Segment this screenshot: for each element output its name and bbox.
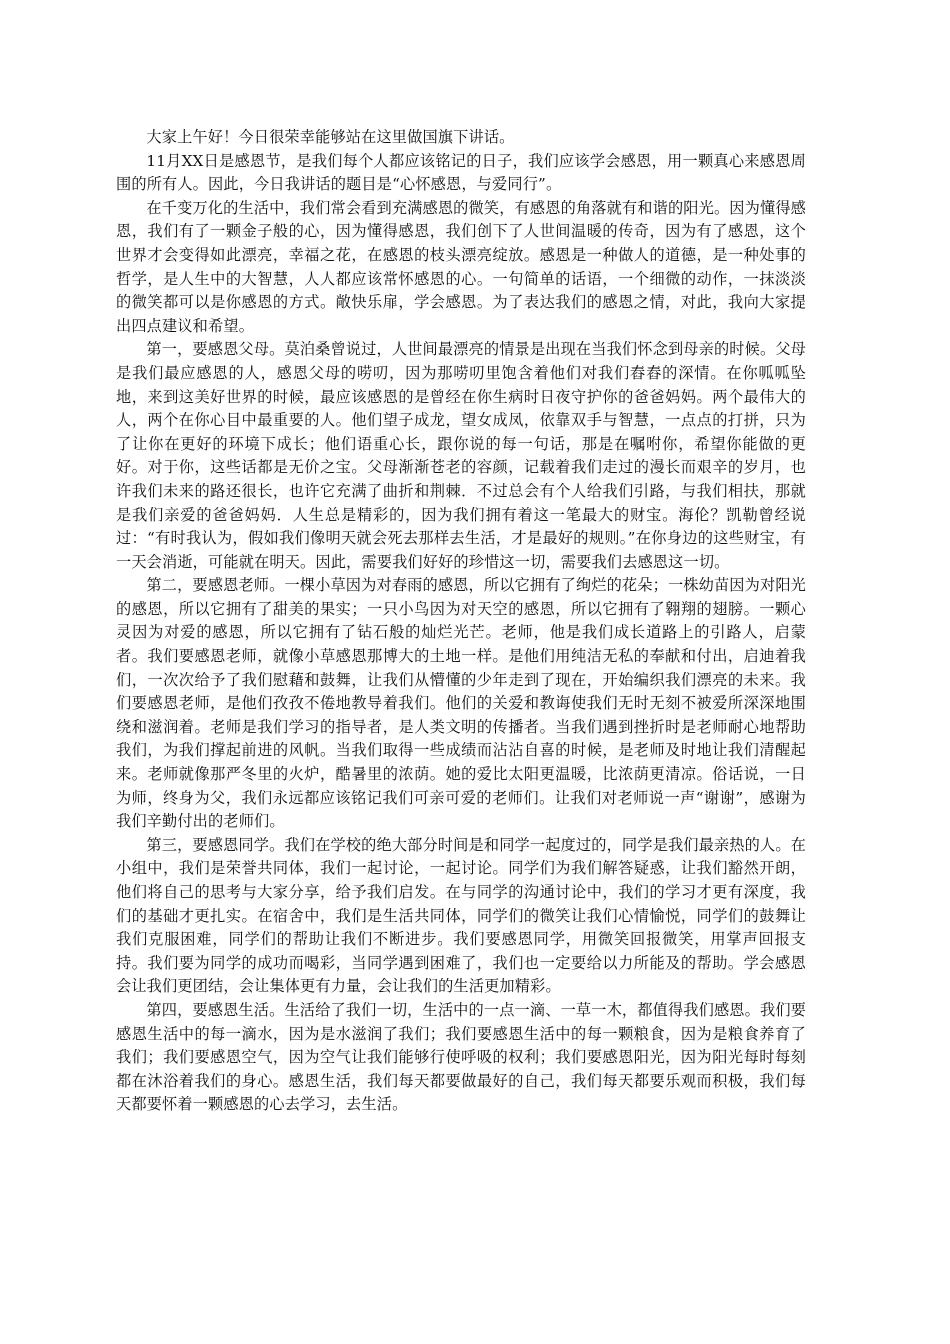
speech-body — [116, 126, 806, 1117]
paragraph-thank-classmates: 第三，要感恩同学。我们在学校的绝大部分时间是和同学一起度过的，同学是我们最亲热的人。在小组中，我们是荣誉共同体，我们一起讨论，一起讨论。同学们为我们解答疑惑，让我们豁然开朗，他们将自己的思考与大家分享，给予我们启发。在与同学的沟通讨论中，我们的学习才更有深度，我们的基础才更扎实。在宿舍中，我们是生活共同体，同学们的微笑让我们心情愉悦，同学们的鼓舞让我们克服困难，同学们的帮助让我们不断进步。我们要感恩同学，用微笑回报微笑，用掌声回报支持。我们要为同学的成功而喝彩，当同学遇到困难了，我们也一定要给以力所能及的帮助。学会感恩会让我们更团结，会让集体更有力量，会让我们的生活更加精彩。 — [116, 835, 806, 996]
paragraph-thank-teachers: 第二，要感恩老师。一棵小草因为对春雨的感恩，所以它拥有了绚烂的花朵；一株幼苗因为对阳光的感恩，所以它拥有了甜美的果实；一只小鸟因为对天空的感恩，所以它拥有了翱翔的翅膀。一颗心灵因为对爱的感恩，所以它拥有了钻石般的灿烂光芒。老师，他是我们成长道路上的引路人，启蒙者。我们要感恩老师，就像小草感恩那博大的土地一样。是他们用纯洁无私的奉献和付出，启迪着我们，一次次给予了我们慰藉和鼓舞，让我们从懵懂的少年走到了现在，开始编织我们漂亮的未来。我们要感恩老师，是他们孜孜不倦地教导着我们。他们的关爱和教诲使我们无时无刻不被爱所深深地围绕和滋润着。老师是我们学习的指导者，是人类文明的传播者。当我们遇到挫折时是老师耐心地帮助我们，为我们撑起前进的风帆。当我们取得一些成绩而沾沾自喜的时候，是老师及时地让我们清醒起来。老师就像那严冬里的火炉，酷暑里的浓荫。她的爱比太阳更温暖，比浓荫更清凉。俗话说，一日为师，终身为父，我们永远都应该铭记我们可亲可爱的老师们。让我们对老师说一声“谢谢”，感谢为我们辛勤付出的老师们。 — [116, 576, 806, 831]
paragraph-thank-parents: 第一，要感恩父母。莫泊桑曾说过，人世间最漂亮的情景是出现在当我们怀念到母亲的时候。父母是我们最应感恩的人，感恩父母的唠叨，因为那唠叨里饱含着他们对我们舂舂的深情。在你呱呱坠地，来到这美好世界的时候，最应该感恩的是曾经在你生病时日夜守护你的爸爸妈妈。两个最伟大的人，两个在你心目中最重要的人。他们望子成龙，望女成凤，依靠双手与智慧，一点点的打拼，只为了让你在更好的环境下成长；他们语重心长，跟你说的每一句话，那是在嘱咐你，希望你能做的更好。对于你，这些话都是无价之宝。父母渐渐苍老的容颜，记载着我们走过的漫长而艰辛的岁月，也许我们未来的路还很长，也许它充满了曲折和荆棘．不过总会有个人给我们引路，与我们相扶，那就是我们亲爱的爸爸妈妈．人生总是精彩的，因为我们拥有着这一笔最大的财宝。海伦？凯勒曾经说过：“有时我认为，假如我们像明天就会死去那样去生活，才是最好的规则。”在你身边的这些财宝，有一天会消逝，可能就在明天。因此，需要我们好好的珍惜这一切，需要我们去感恩这一切。 — [116, 340, 806, 571]
paragraph-topic: 11月XX日是感恩节，是我们每个人都应该铭记的日子，我们应该学会感恩，用一颗真心来感恩周围的所有人。因此，今日我讲话的题目是“心怀感恩，与爱同行”。 — [116, 151, 806, 194]
paragraph-greeting: 大家上午好！今日很荣幸能够站在这里做国旗下讲话。 — [146, 128, 515, 146]
paragraph-introduction: 在千变万化的生活中，我们常会看到充满感恩的微笑，有感恩的角落就有和谐的阳光。因为懂得感恩，我们有了一颗金子般的心，因为懂得感恩，我们创下了人世间温暖的传奇，因为有了感恩，这个世界才会变得如此漂亮，幸福之花，在感恩的枝头漂亮绽放。感恩是一种做人的道德，是一种处事的哲学，是人生中的大智慧，人人都应该常怀感恩的心。一句简单的话语，一个细微的动作，一抹淡淡的微笑都可以是你感恩的方式。敞快乐扉，学会感恩。为了表达我们的感恩之情，对此，我向大家提出四点建议和希望。 — [116, 198, 806, 335]
paragraph-thank-life: 第四，要感恩生活。生活给了我们一切，生活中的一点一滴、一草一木，都值得我们感恩。我们要感恩生活中的每一滴水，因为是水滋润了我们；我们要感恩生活中的每一颗粮食，因为是粮食养育了我们；我们要感恩空气，因为空气让我们能够行使呼吸的权利；我们要感恩阳光，因为阳光每时每刻都在沐浴着我们的身心。感恩生活，我们每天都要做最好的自己，我们每天都要乐观而积极，我们每天都要怀着一颗感恩的心去学习，去生活。 — [116, 1000, 806, 1114]
